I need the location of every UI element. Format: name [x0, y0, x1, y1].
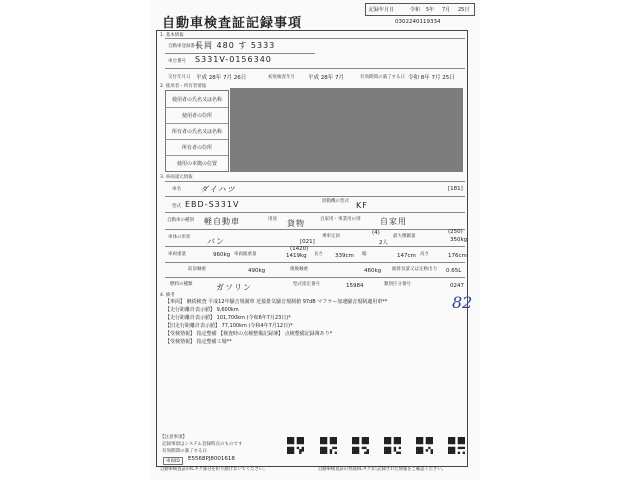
max-load-value: 350kg — [450, 237, 468, 243]
width-value: 147cm — [397, 253, 416, 259]
use-label: 用途 — [268, 217, 277, 222]
header-date-box — [365, 3, 475, 16]
rear-axle-value: 460kg — [364, 268, 382, 274]
owner-row-label: 使用者の住所 — [166, 107, 228, 124]
issue-label: 交付年月日 — [168, 75, 191, 80]
basic-section-title: 1. 基本情報 — [160, 33, 184, 38]
qr-code-icon — [320, 437, 337, 454]
expiry-value: 令和 8年 7月 25日 — [408, 75, 455, 81]
gross-label: 車両総重量 — [234, 252, 257, 257]
max-load-top: (250) — [448, 229, 463, 235]
header-era: 令和 — [410, 7, 421, 13]
notice-section-title: 【注意事項】 — [160, 435, 187, 440]
plate-value: 長岡 480 す 5333 — [195, 41, 276, 50]
maker-value: ダイハツ — [200, 185, 236, 194]
document-serial: 0302240119334 — [395, 19, 441, 25]
model-label: 型式 — [172, 204, 181, 209]
body-label: 車体の形状 — [168, 235, 191, 240]
use-value: 貨物 — [287, 219, 305, 228]
handwritten-note: 82 — [452, 293, 473, 312]
divider — [165, 68, 465, 69]
fuel-value: ガソリン — [216, 283, 252, 292]
displacement-value: 0.65L — [446, 268, 462, 274]
rear-axle-label: 後後軸重 — [290, 267, 308, 272]
divider — [165, 38, 465, 39]
type-number-label: 型式指定番号 — [293, 282, 320, 287]
capacity-label: 乗車定員 — [322, 234, 340, 239]
notice-line-2: 有効期間の満了する日 — [162, 449, 207, 454]
engine-value: KF — [356, 201, 368, 210]
qr-code-icon — [448, 437, 465, 454]
length-value: 339cm — [335, 253, 354, 259]
body-code: [021] — [300, 239, 315, 245]
front-axle-value: 490kg — [248, 268, 266, 274]
divider — [165, 277, 465, 278]
private-label: 自家用・事業用の別 — [320, 217, 361, 222]
remarks-section-title: 4. 備考 — [160, 293, 175, 298]
first-reg-label: 初度検査年月 — [268, 75, 295, 80]
remark-line: 【受検情報】 指定整備 【検査時の点検整備記録簿】 点検整備記録簿あり* — [165, 331, 333, 337]
body-value: バン — [207, 237, 225, 246]
weight-label: 車両重量 — [168, 252, 186, 257]
owner-row-label: 使用の本拠の位置 — [176, 160, 217, 167]
owner-row-label: 使用者の氏名又は名称 — [166, 91, 228, 108]
header-date-label: 記録年月日 — [369, 7, 395, 13]
header-day: 25日 — [458, 7, 470, 13]
length-label: 長さ — [314, 252, 323, 257]
front-axle-label: 前前軸重 — [188, 267, 206, 272]
qr-code-icon — [352, 437, 369, 454]
divider — [165, 262, 465, 263]
width-label: 幅 — [362, 252, 367, 257]
divider — [165, 229, 465, 230]
class-number-value: 0247 — [450, 283, 464, 289]
owner-labels — [165, 90, 229, 172]
fuel-label: 燃料の種類 — [170, 282, 193, 287]
max-load-label: 最大積載量 — [393, 234, 416, 239]
private-value: 自家用 — [380, 217, 407, 226]
redacted-owner-info — [230, 88, 463, 172]
capacity-value: (4) — [372, 230, 380, 236]
divider — [165, 212, 465, 213]
vehicle-section-title: 3. 車両諸元情報 — [160, 175, 193, 180]
height-value: 176cm — [448, 253, 467, 259]
gross-top: (1420) — [290, 246, 309, 252]
footer-note-left: 自動車検査証のICタグ部分を折り曲げないでください。 — [160, 467, 268, 472]
first-reg-value: 平成 28年 7月 — [308, 75, 344, 81]
displacement-label: 総排気量又は定格出力 — [392, 267, 437, 272]
chassis-value: S331V-0156340 — [195, 55, 272, 64]
plate-label: 自動車登録番号 — [168, 44, 200, 49]
divider — [165, 181, 465, 182]
document-title: 自動車検査証記録事項 — [162, 16, 303, 31]
height-label: 高さ — [420, 252, 429, 257]
type-number-value: 15984 — [346, 283, 364, 289]
class-number-label: 類別区分番号 — [384, 282, 411, 287]
qr-code-icon — [416, 437, 433, 454]
maker-label: 車名 — [172, 187, 181, 192]
footer-note-right: 自動車検査証の券面(ICタグ)に記録された情報をご確認ください。 — [318, 467, 446, 472]
gross-value: 1419kg — [286, 253, 307, 259]
kind-label: 自動車の種別 — [167, 218, 194, 223]
engine-label: 原動機の型式 — [322, 199, 349, 204]
divider — [165, 53, 315, 54]
chassis-label: 車台番号 — [168, 59, 186, 64]
remark-line: 【車両】 継続検査 平成12年騒音規制車 近接排気騒音規制値 97dB マフラー加速騒音規制適用車** — [165, 299, 388, 305]
owner-section-title: 2. 使用者・所有者情報 — [160, 84, 207, 89]
qr-code-icon — [384, 437, 401, 454]
capacity-sub: 2人 — [379, 240, 388, 246]
remark-line: 【受検情報】 指定整備工場** — [165, 339, 232, 345]
qr-code-icon — [287, 437, 304, 454]
owner-row-label: 所有者の氏名又は名称 — [166, 123, 228, 140]
header-year: 5年 — [426, 7, 435, 13]
kind-value: 軽自動車 — [204, 217, 240, 226]
issue-value: 平成 28年 7月 26日 — [196, 75, 247, 81]
notice-line-1: 記録事項はシステム登録時点のものです — [162, 442, 243, 447]
owner-row-label: 所有者の住所 — [166, 139, 228, 156]
vehicle-id-value: E5568PJ8001618 — [188, 456, 235, 462]
weight-value: 960kg — [213, 252, 231, 258]
remark-line: 【走行距離計表示値】 9,600km — [165, 307, 239, 313]
maker-code: [181] — [448, 186, 463, 192]
model-value: EBD-S331V — [185, 200, 240, 209]
divider — [165, 246, 465, 247]
remark-line: 【旧走行距離計表示値】 77,100km (令和4年7月12日)* — [165, 323, 293, 329]
header-month: 7月 — [442, 7, 451, 13]
expiry-label: 有効期間の満了する日 — [360, 75, 405, 80]
vehicle-id-label: 車両ID — [163, 457, 183, 465]
remark-line: 【走行距離計表示値】 101,700km (令和6年7月23日)* — [165, 315, 291, 321]
divider — [165, 196, 465, 197]
